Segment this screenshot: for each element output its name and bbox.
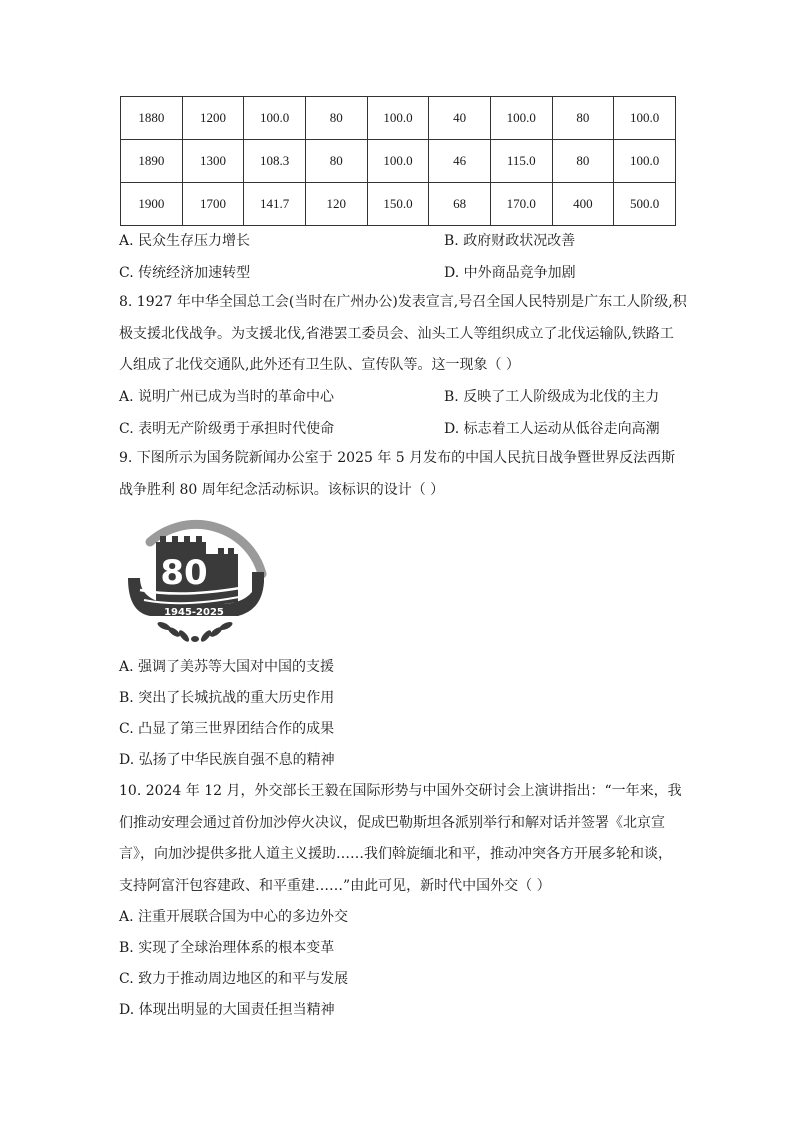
table-cell: 1300: [182, 140, 244, 183]
table-cell: 100.0: [244, 97, 306, 140]
laurel-icon: [156, 620, 233, 643]
table-cell: 1900: [121, 183, 183, 226]
q10-option-c[interactable]: C. 致力于推动周边地区的和平与发展: [119, 971, 349, 987]
statistics-table: [120, 96, 676, 226]
table-cell: 1890: [121, 140, 183, 183]
table-cell: 80: [552, 97, 614, 140]
table-row: [121, 97, 676, 140]
table-row: [121, 183, 676, 226]
table-cell: 500.0: [614, 183, 676, 226]
q8-option-d[interactable]: D. 标志着工人运动从低谷走向高潮: [444, 421, 660, 437]
emblem-number: 80: [160, 553, 208, 593]
table-cell: 150.0: [367, 183, 429, 226]
q9-option-b[interactable]: B. 突出了长城抗战的重大历史作用: [119, 690, 335, 706]
table-cell: 100.0: [490, 97, 552, 140]
q7-option-c[interactable]: C. 传统经济加速转型: [119, 265, 251, 281]
q7-options-row-2: [119, 262, 679, 284]
table-cell: 68: [429, 183, 491, 226]
table-cell: 80: [305, 97, 367, 140]
table-cell: 170.0: [490, 183, 552, 226]
q8-line: 人组成了北伐交通队,此外还有卫生队、宣传队等。这一现象（ ）: [119, 357, 520, 373]
table-cell: 1700: [182, 183, 244, 226]
table-cell: 80: [305, 140, 367, 183]
table-cell: 40: [429, 97, 491, 140]
commemoration-emblem-image: [120, 508, 270, 646]
q10-option-b[interactable]: B. 实现了全球治理体系的根本变革: [119, 940, 335, 956]
table-cell: 1200: [182, 97, 244, 140]
q10-line: 们推动安理会通过首份加沙停火决议，促成巴勒斯坦各派别举行和解对话并签署《北京宣: [119, 814, 665, 831]
q7-option-d[interactable]: D. 中外商品竞争加剧: [444, 265, 576, 281]
q9-line: 战争胜利 80 周年纪念活动标识。该标识的设计（ ）: [119, 481, 445, 498]
table-cell: 1880: [121, 97, 183, 140]
emblem-years: 1945-2025: [164, 607, 224, 618]
table-cell: 100.0: [614, 140, 676, 183]
table-cell: 141.7: [244, 183, 306, 226]
q10-option-d[interactable]: D. 体现出明显的大国责任担当精神: [119, 1002, 335, 1018]
q7-option-b[interactable]: B. 政府财政状况改善: [444, 233, 576, 249]
table-cell: 100.0: [614, 97, 676, 140]
q10-stem: [119, 776, 682, 902]
q7-options-row-1: [119, 230, 679, 252]
statistics-table-body: [121, 97, 676, 226]
q10-option-a[interactable]: A. 注重开展联合国为中心的多边外交: [119, 909, 349, 925]
table-cell: 46: [429, 140, 491, 183]
q10-line: 10. 2024 年 12 月，外交部长王毅在国际形势与中国外交研讨会上演讲指出：“一年来，我: [119, 783, 682, 799]
q8-stem: [119, 287, 687, 382]
q8-option-c[interactable]: C. 表明无产阶级勇于承担时代使命: [119, 421, 335, 437]
q9-line: 9. 下图所示为国务院新闻办公室于 2025 年 5 月发布的中国人民抗日战争暨世界反法西斯: [119, 450, 676, 466]
table-cell: 80: [552, 140, 614, 183]
q8-line: 8. 1927 年中华全国总工会(当时在广州办公)发表宣言,号召全国人民特别是广东工人阶级,积: [119, 294, 687, 310]
table-cell: 100.0: [367, 97, 429, 140]
table-cell: 100.0: [367, 140, 429, 183]
table-row: [121, 140, 676, 183]
q8-options-row-2: [119, 418, 679, 440]
table-cell: 115.0: [490, 140, 552, 183]
q8-option-b[interactable]: B. 反映了工人阶级成为北伐的主力: [444, 389, 660, 405]
q10-line: 言》，向加沙提供多批人道主义援助……我们斡旋缅北和平，推动冲突各方开展多轮和谈，: [119, 846, 672, 862]
q7-option-a[interactable]: A. 民众生存压力增长: [119, 233, 251, 249]
q9-stem: [119, 443, 679, 506]
table-cell: 120: [305, 183, 367, 226]
table-cell: 108.3: [244, 140, 306, 183]
q8-option-a[interactable]: A. 说明广州已成为当时的革命中心: [119, 389, 335, 405]
q10-line: 支持阿富汗包容建政、和平重建……”由此可见，新时代中国外交（ ）: [119, 877, 551, 894]
q9-option-d[interactable]: D. 弘扬了中华民族自强不息的精神: [119, 752, 335, 768]
table-cell: 400: [552, 183, 614, 226]
q8-line: 极支援北伐战争。为支援北伐,省港罢工委员会、汕头工人等组织成立了北伐运输队,铁路工: [119, 325, 674, 342]
q8-options-row-1: [119, 386, 679, 408]
q9-option-a[interactable]: A. 强调了美苏等大国对中国的支援: [119, 659, 335, 675]
q9-option-c[interactable]: C. 凸显了第三世界团结合作的成果: [119, 721, 335, 737]
